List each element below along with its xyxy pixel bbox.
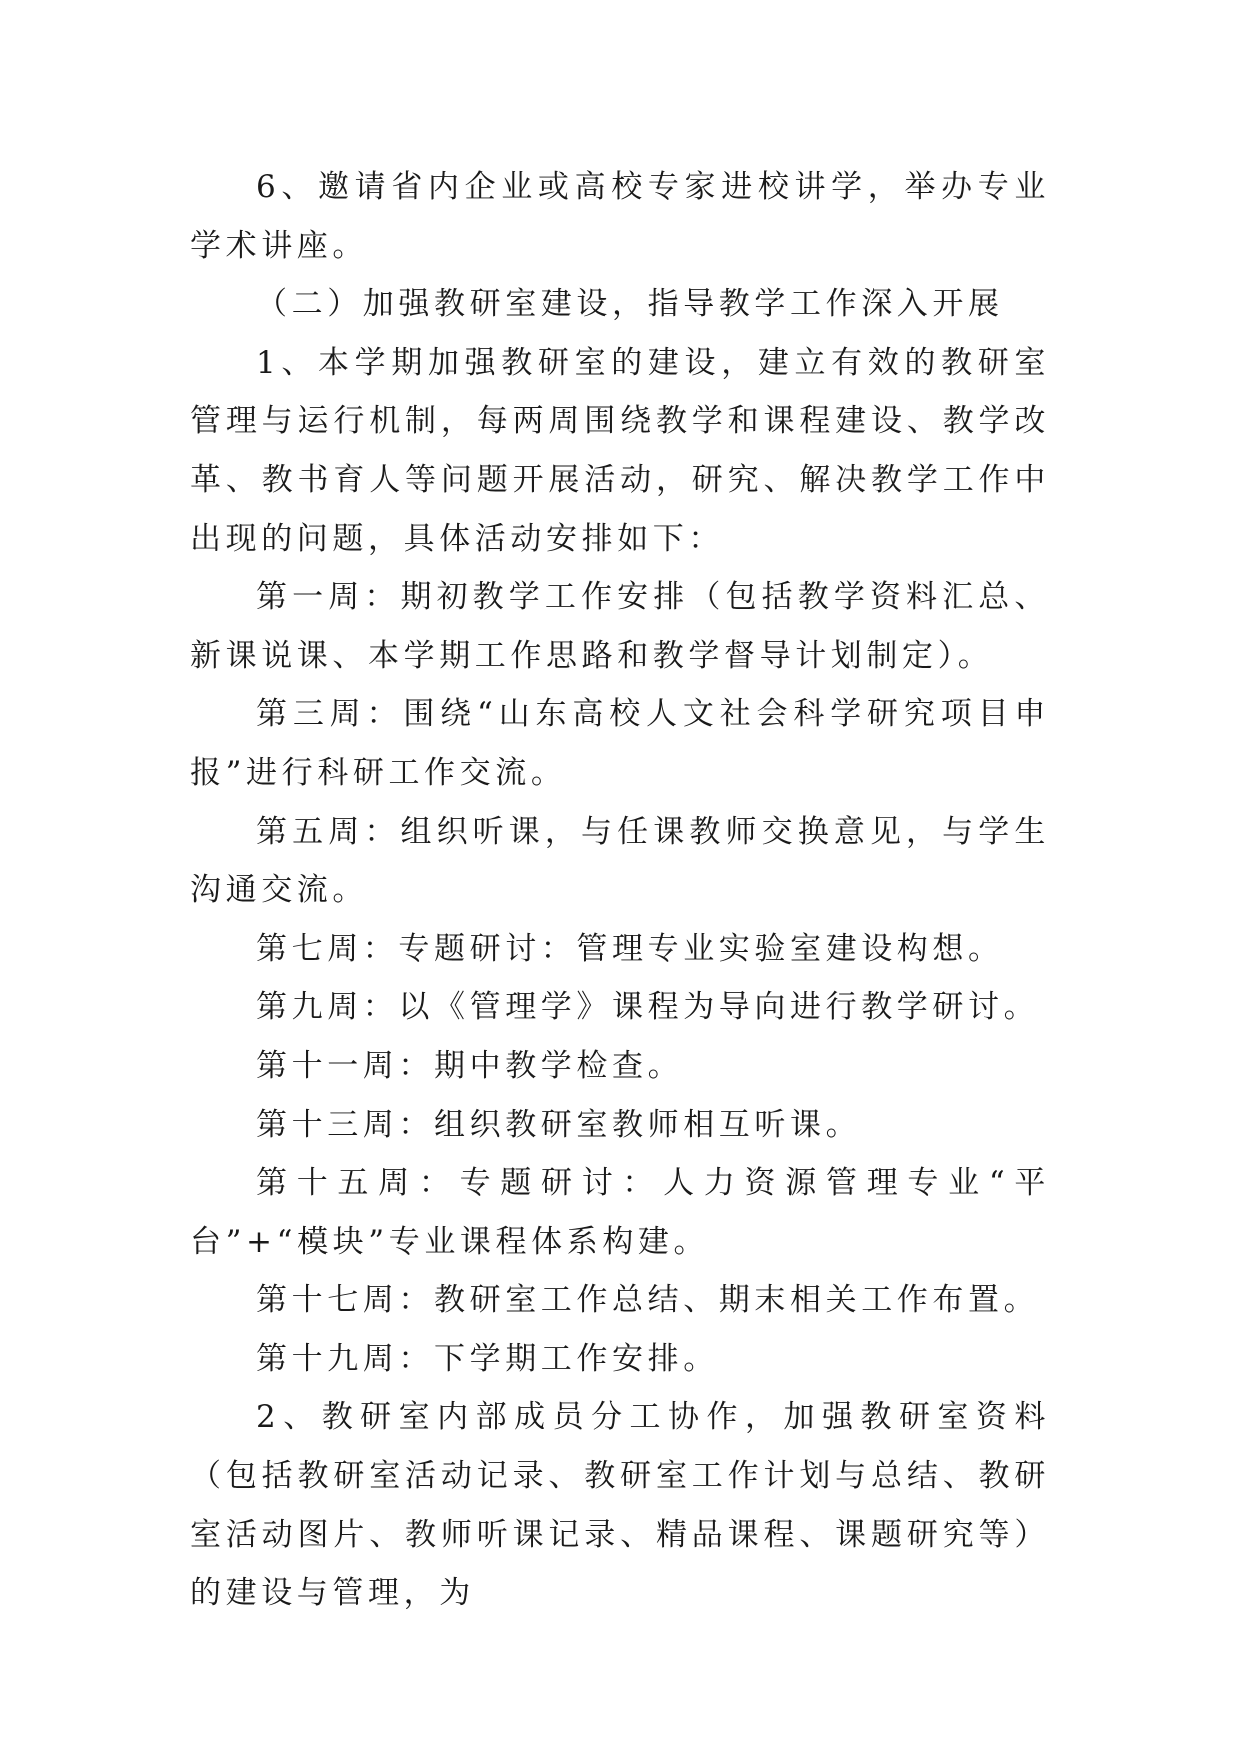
schedule-week-15: 第十五周：专题研讨：人力资源管理专业“平台”+“模块”专业课程体系构建。 xyxy=(190,1165,1050,1260)
schedule-week-3: 第三周：围绕“山东高校人文社会科学研究项目申报”进行科研工作交流。 xyxy=(190,696,1050,791)
schedule-week-1: 第一周：期初教学工作安排（包括教学资料汇总、新课说课、本学期工作思路和教学督导计划制定）。 xyxy=(190,579,1050,674)
section-heading-2: （二）加强教研室建设，指导教学工作深入开展 xyxy=(256,286,1004,323)
document-body xyxy=(190,158,1050,1623)
paragraph-item-1: 1、本学期加强教研室的建设，建立有效的教研室管理与运行机制，每两周围绕教学和课程建设、教学改革、教书育人等问题开展活动，研究、解决教学工作中出现的问题，具体活动安排如下： xyxy=(190,344,1050,557)
schedule-week-11: 第十一周：期中教学检查。 xyxy=(256,1047,684,1084)
schedule-week-5: 第五周：组织听课，与任课教师交换意见，与学生沟通交流。 xyxy=(190,813,1050,909)
schedule-week-19: 第十九周：下学期工作安排。 xyxy=(256,1340,719,1377)
schedule-week-7: 第七周：专题研讨：管理专业实验室建设构想。 xyxy=(256,930,1004,967)
paragraph-item-6: 6、邀请省内企业或高校专家进校讲学，举办专业学术讲座。 xyxy=(190,169,1050,264)
schedule-week-17: 第十七周：教研室工作总结、期末相关工作布置。 xyxy=(256,1282,1040,1319)
paragraph-item-2: 2、教研室内部成员分工协作，加强教研室资料（包括教研室活动记录、教研室工作计划与总结、教研室活动图片、教师听课记录、精品课程、课题研究等）的建设与管理，为 xyxy=(190,1399,1050,1612)
schedule-week-9: 第九周：以《管理学》课程为导向进行教学研讨。 xyxy=(256,989,1040,1026)
schedule-week-13: 第十三周：组织教研室教师相互听课。 xyxy=(256,1106,862,1143)
